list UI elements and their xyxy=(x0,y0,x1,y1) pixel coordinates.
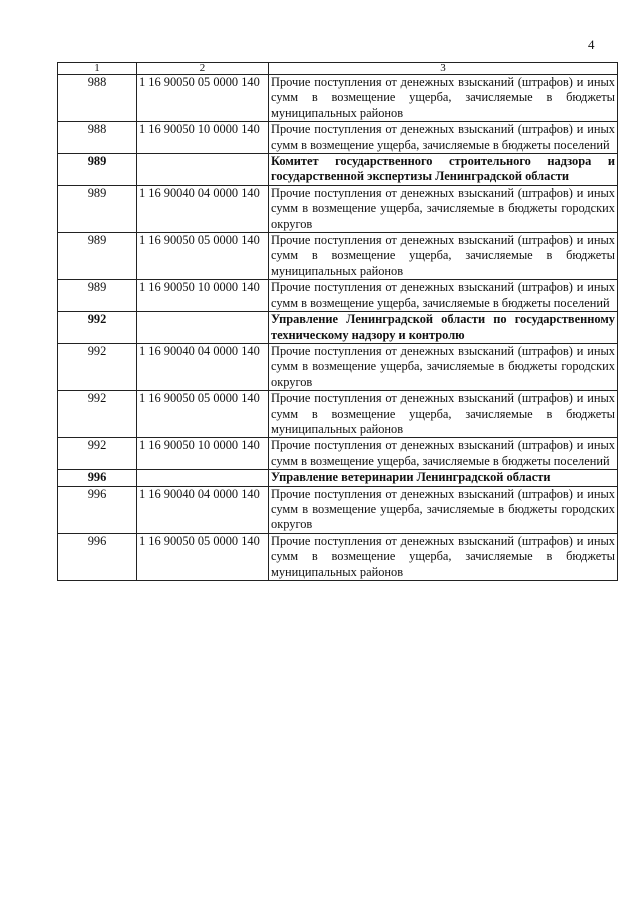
admin-code-cell: 988 xyxy=(58,122,137,154)
kbk-code-cell: 1 16 90040 04 0000 140 xyxy=(137,486,269,533)
admin-code-cell: 992 xyxy=(58,312,137,344)
table-row-administrator xyxy=(58,154,618,186)
description-cell: Прочие поступления от денежных взысканий (штрафов) и иных сумм в возмещение ущерба, зачисляемые в бюджеты поселений xyxy=(269,122,618,154)
column-header-description: 3 xyxy=(269,63,618,75)
admin-code-cell: 992 xyxy=(58,343,137,390)
table-row xyxy=(58,280,618,312)
description-cell: Прочие поступления от денежных взысканий (штрафов) и иных сумм в возмещение ущерба, зачисляемые в бюджеты муниципальных районов xyxy=(269,233,618,280)
admin-code-cell: 988 xyxy=(58,75,137,122)
table-row-administrator xyxy=(58,470,618,486)
column-header-admin-code: 1 xyxy=(58,63,137,75)
admin-code-cell: 992 xyxy=(58,391,137,438)
admin-code-cell: 989 xyxy=(58,233,137,280)
description-cell: Прочие поступления от денежных взысканий (штрафов) и иных сумм в возмещение ущерба, зачисляемые в бюджеты городских округов xyxy=(269,185,618,232)
kbk-code-cell xyxy=(137,312,269,344)
kbk-code-cell: 1 16 90050 10 0000 140 xyxy=(137,438,269,470)
admin-code-cell: 992 xyxy=(58,438,137,470)
table-body xyxy=(58,75,618,581)
description-cell: Прочие поступления от денежных взысканий (штрафов) и иных сумм в возмещение ущерба, зачисляемые в бюджеты муниципальных районов xyxy=(269,533,618,580)
table-row xyxy=(58,486,618,533)
kbk-code-cell: 1 16 90050 05 0000 140 xyxy=(137,233,269,280)
description-cell: Прочие поступления от денежных взысканий (штрафов) и иных сумм в возмещение ущерба, зачисляемые в бюджеты городских округов xyxy=(269,486,618,533)
table-row xyxy=(58,343,618,390)
table-row xyxy=(58,533,618,580)
description-cell: Прочие поступления от денежных взысканий (штрафов) и иных сумм в возмещение ущерба, зачисляемые в бюджеты поселений xyxy=(269,280,618,312)
kbk-code-cell xyxy=(137,154,269,186)
column-header-kbk-code: 2 xyxy=(137,63,269,75)
admin-code-cell: 996 xyxy=(58,533,137,580)
admin-code-cell: 989 xyxy=(58,154,137,186)
description-cell: Прочие поступления от денежных взысканий (штрафов) и иных сумм в возмещение ущерба, зачисляемые в бюджеты городских округов xyxy=(269,343,618,390)
table-row xyxy=(58,391,618,438)
page-number: 4 xyxy=(588,37,595,52)
table-header-row xyxy=(58,63,618,75)
kbk-code-cell: 1 16 90050 10 0000 140 xyxy=(137,122,269,154)
kbk-code-cell: 1 16 90040 04 0000 140 xyxy=(137,185,269,232)
description-cell: Прочие поступления от денежных взысканий (штрафов) и иных сумм в возмещение ущерба, зачисляемые в бюджеты муниципальных районов xyxy=(269,75,618,122)
description-cell: Комитет государственного строительного надзора и государственной экспертизы Ленинградской области xyxy=(269,154,618,186)
kbk-code-cell: 1 16 90050 05 0000 140 xyxy=(137,75,269,122)
table-row xyxy=(58,438,618,470)
kbk-code-cell xyxy=(137,470,269,486)
table-row xyxy=(58,233,618,280)
description-cell: Прочие поступления от денежных взысканий (штрафов) и иных сумм в возмещение ущерба, зачисляемые в бюджеты муниципальных районов xyxy=(269,391,618,438)
admin-code-cell: 989 xyxy=(58,280,137,312)
kbk-code-cell: 1 16 90040 04 0000 140 xyxy=(137,343,269,390)
description-cell: Управление ветеринарии Ленинградской области xyxy=(269,470,618,486)
description-cell: Прочие поступления от денежных взысканий (штрафов) и иных сумм в возмещение ущерба, зачисляемые в бюджеты поселений xyxy=(269,438,618,470)
admin-code-cell: 989 xyxy=(58,185,137,232)
table-row xyxy=(58,122,618,154)
table-row-administrator xyxy=(58,312,618,344)
admin-code-cell: 996 xyxy=(58,470,137,486)
kbk-code-cell: 1 16 90050 05 0000 140 xyxy=(137,533,269,580)
admin-code-cell: 996 xyxy=(58,486,137,533)
table-row xyxy=(58,75,618,122)
kbk-code-cell: 1 16 90050 10 0000 140 xyxy=(137,280,269,312)
kbk-code-cell: 1 16 90050 05 0000 140 xyxy=(137,391,269,438)
revenue-table xyxy=(57,62,618,581)
description-cell: Управление Ленинградской области по государственному техническому надзору и контролю xyxy=(269,312,618,344)
table-row xyxy=(58,185,618,232)
